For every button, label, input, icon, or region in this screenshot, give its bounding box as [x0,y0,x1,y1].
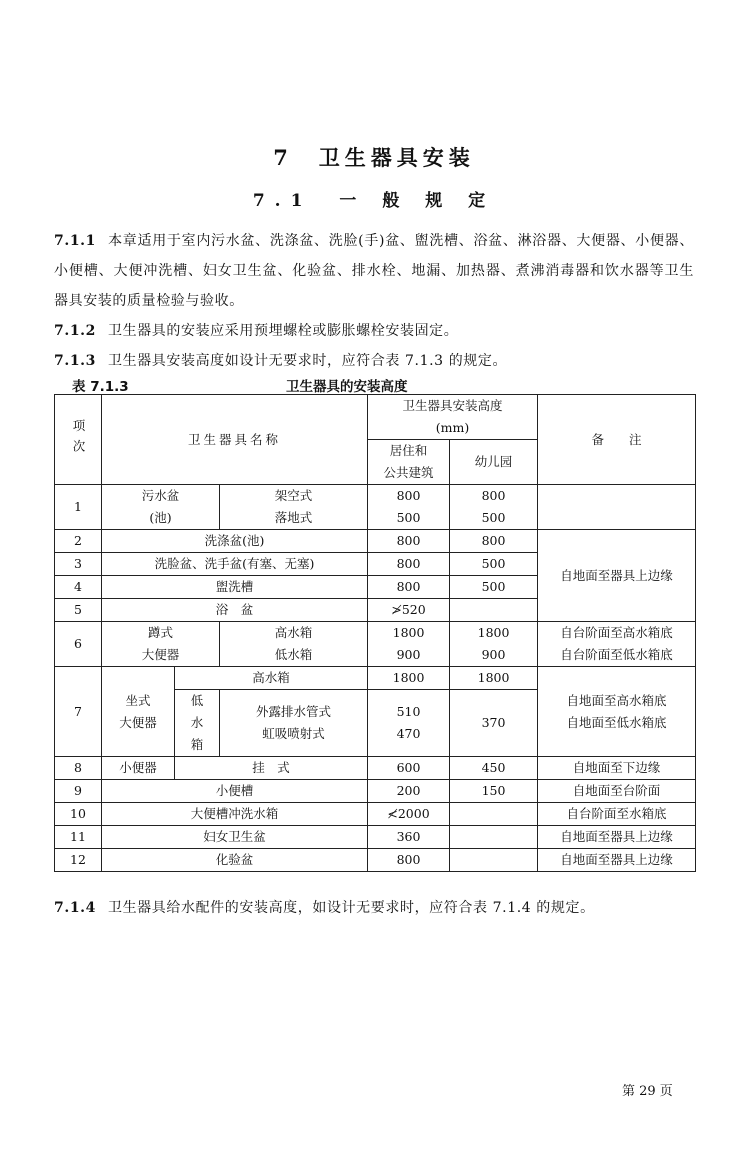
cell-residential: ≮2000 [368,803,450,826]
cell-kindergarten: 150 [450,780,538,803]
cell-type: 高水箱 [175,667,368,690]
header-name: 卫生器具名称 [102,395,368,485]
cell-name-line2: (池) [149,510,172,525]
table-caption: 表 7.1.3 [72,379,129,395]
cell-name: 盥洗槽 [102,576,368,599]
table-header-row [55,395,696,440]
clause-text: 卫生器具安装高度如设计无要求时，应符合表 7.1.3 的规定。 [107,353,508,369]
table-row [55,757,696,780]
clause-text: 本章适用于室内污水盆、洗涤盆、洗脸(手)盆、盥洗槽、浴盆、淋浴器、大便器、小便器、小便槽、大便冲洗槽、妇女卫生盆、化验盆、排水栓、地漏、加热器、煮沸消毒器和饮水器等卫生器具安装的质量检验与验收。 [54,233,694,309]
cell-name-line2: 大便器 [141,647,180,662]
clause-number: 7.1.2 [54,323,96,339]
cell-name: 妇女卫生盆 [102,826,368,849]
cell-kindergarten [450,803,538,826]
cell-name: 浴 盆 [102,599,368,622]
cell-value: 1800 [477,625,510,640]
cell-no: 3 [55,553,102,576]
header-residential [368,440,450,485]
cell-remarks: 自地面至器具上边缘 [538,530,696,622]
cell-residential: 800 [368,849,450,872]
page-number: 第 29 页 [622,1084,673,1099]
cell-value: 800 [396,488,421,503]
cell-kindergarten [450,849,538,872]
cell-low-tank-char: 低 [190,693,204,708]
cell-value: 470 [396,726,421,741]
cell-remark-line2: 自地面至低水箱底 [566,714,667,730]
header-height-unit: (mm) [435,420,470,435]
cell-value: 500 [481,510,506,525]
table-row [55,667,696,690]
cell-type-line1: 高水箱 [274,625,313,640]
cell-remark-line1: 自台阶面至高水箱底 [560,625,673,640]
cell-remark-line2: 自台阶面至低水箱底 [560,647,673,662]
cell-kindergarten [450,599,538,622]
cell-residential: 360 [368,826,450,849]
cell-no: 10 [55,803,102,826]
cell-name: 洗涤盆(池) [102,530,368,553]
cell-type-line2: 低水箱 [274,647,313,662]
clause-number: 7.1.1 [54,233,96,249]
table-row [55,826,696,849]
header-residential-line1: 居住和 [389,443,428,458]
cell-type-line1: 外露排水管式 [256,704,332,719]
cell-remark-line1: 自地面至高水箱底 [566,692,667,708]
cell-residential: ≯520 [368,599,450,622]
cell-type-line2: 落地式 [274,510,313,525]
cell-remarks: 自地面至下边缘 [538,757,696,780]
cell-value: 510 [396,704,421,719]
cell-no: 5 [55,599,102,622]
cell-kindergarten: 1800 [450,667,538,690]
cell-name [102,485,220,530]
clause-7-1-3 [54,346,694,376]
cell-name: 小便槽 [102,780,368,803]
cell-remarks: 自台阶面至水箱底 [538,803,696,826]
table-title: 卫生器具的安装高度 [286,379,408,395]
cell-low-tank [175,690,220,757]
cell-kindergarten [450,485,538,530]
cell-no: 2 [55,530,102,553]
header-remarks: 备 注 [538,395,696,485]
cell-remarks: 自地面至台阶面 [538,780,696,803]
clause-text: 卫生器具给水配件的安装高度，如设计无要求时，应符合表 7.1.4 的规定。 [107,900,595,916]
cell-residential: 800 [368,576,450,599]
cell-remarks [538,622,696,667]
cell-kindergarten: 450 [450,757,538,780]
cell-kindergarten: 500 [450,553,538,576]
installation-height-table [54,394,696,872]
chapter-title: 7 卫生器具安装 [273,145,475,170]
cell-residential: 600 [368,757,450,780]
cell-no: 1 [55,485,102,530]
cell-name: 小便器 [102,757,175,780]
cell-value: 900 [396,647,421,662]
clause-7-1-1 [54,226,694,316]
table-row [55,780,696,803]
cell-residential: 800 [368,530,450,553]
table-row [55,803,696,826]
cell-residential: 800 [368,553,450,576]
cell-residential [368,690,450,757]
cell-no: 9 [55,780,102,803]
cell-type: 挂 式 [175,757,368,780]
table-row [55,485,696,530]
cell-kindergarten [450,622,538,667]
cell-no: 7 [55,667,102,757]
header-height-label: 卫生器具安装高度 [402,398,503,413]
cell-residential: 200 [368,780,450,803]
clause-text: 卫生器具的安装应采用预埋螺栓或膨胀螺栓安装固定。 [107,323,459,339]
header-item-no: 项次 [55,395,102,485]
cell-no: 8 [55,757,102,780]
cell-residential [368,485,450,530]
cell-kindergarten: 370 [450,690,538,757]
cell-kindergarten: 800 [450,530,538,553]
cell-remarks [538,667,696,757]
cell-name: 大便槽冲洗水箱 [102,803,368,826]
clause-number: 7.1.4 [54,900,96,916]
cell-value: 500 [396,510,421,525]
cell-kindergarten [450,826,538,849]
cell-name: 化验盆 [102,849,368,872]
cell-residential: 1800 [368,667,450,690]
clause-number: 7.1.3 [54,353,96,369]
header-kindergarten: 幼儿园 [450,440,538,485]
cell-no: 4 [55,576,102,599]
cell-value: 900 [481,647,506,662]
cell-name-line1: 蹲式 [147,625,173,640]
cell-value: 1800 [392,625,425,640]
cell-type [220,622,368,667]
cell-no: 6 [55,622,102,667]
clause-7-1-2 [54,316,694,346]
cell-remarks: 自地面至器具上边缘 [538,849,696,872]
header-residential-line2: 公共建筑 [383,465,434,480]
header-height [368,395,538,440]
clause-7-1-4 [54,893,694,923]
cell-name-line2: 大便器 [119,714,157,730]
cell-no: 12 [55,849,102,872]
cell-remarks: 自地面至器具上边缘 [538,826,696,849]
cell-residential [368,622,450,667]
cell-name-line1: 污水盆 [141,488,180,503]
cell-no: 11 [55,826,102,849]
cell-low-tank-char: 箱 [190,737,204,752]
cell-name [102,622,220,667]
cell-kindergarten: 500 [450,576,538,599]
section-title: 7.1 一 般 规 定 [252,191,496,211]
cell-type [220,485,368,530]
cell-name: 洗脸盆、洗手盆(有塞、无塞) [102,553,368,576]
cell-name-line1: 坐式 [125,692,151,708]
cell-type-line1: 架空式 [274,488,313,503]
cell-type [220,690,368,757]
table-row [55,622,696,667]
table-row [55,530,696,553]
cell-low-tank-char: 水 [190,715,204,730]
cell-remarks [538,485,696,530]
cell-name [102,667,175,757]
cell-value: 800 [481,488,506,503]
table-row [55,849,696,872]
cell-type-line2: 虹吸喷射式 [262,726,325,741]
